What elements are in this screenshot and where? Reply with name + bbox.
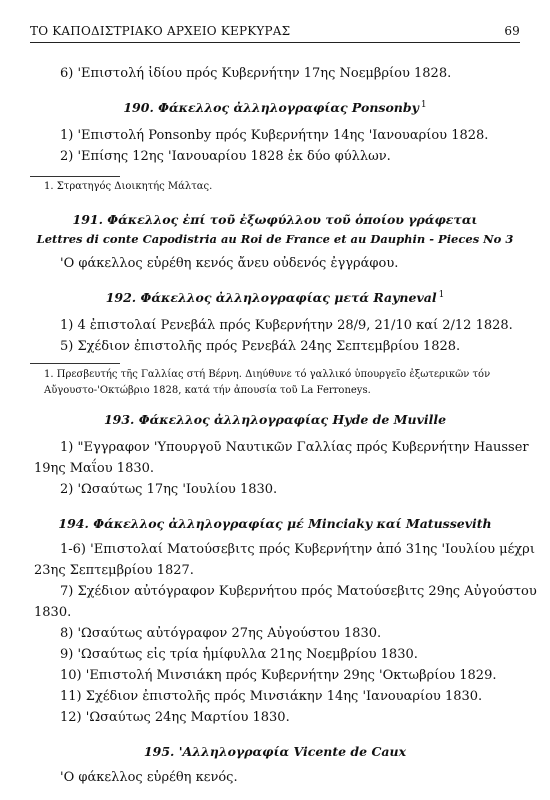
footnote-mark: 1 xyxy=(420,100,427,110)
footnote-rule xyxy=(30,176,120,177)
footnote-mark: 1 xyxy=(438,290,445,300)
entry-line: 1-6) 'Επιστολαί Ματούσεβιτς πρός Κυβερνήτην ἀπό 31ης 'Ιουλίου μέχρι xyxy=(60,542,535,557)
footnote: 1. Στρατηγός Διοικητής Μάλτας. xyxy=(44,181,213,192)
section-heading-195: 195. 'Αλληλογραφία Vicente de Caux xyxy=(143,744,407,759)
entry-line: 1) 'Επιστολή Ponsonby πρός Κυβερνήτην 14ης 'Ιανουαρίου 1828. xyxy=(60,128,489,143)
entry-line: 11) Σχέδιον ἐπιστολῆς πρός Μινσιάκην 14ης 'Ιανουαρίου 1830. xyxy=(60,689,483,704)
entry-line: 19ης Μαΐου 1830. xyxy=(34,461,155,476)
entry-line: 9) 'Ωσαύτως εἰς τρία ἡμίφυλλα 21ης Νοεμβρίου 1830. xyxy=(60,647,418,662)
entry-line: 2) 'Επίσης 12ης 'Ιανουαρίου 1828 ἐκ δύο φύλλων. xyxy=(60,149,391,164)
page-number: 69 xyxy=(504,24,520,38)
section-heading-190: 190. Φάκελλος ἀλληλογραφίας Ponsonby $^1$ xyxy=(123,100,427,116)
entry-line: 12) 'Ωσαύτως 24ης Μαρτίου 1830. xyxy=(60,710,290,725)
footnote: 1. Πρεσβευτής τῆς Γαλλίας στή Βέρνη. Διηύθυνε τό γαλλικό ὑπουργεῖο ἐξωτερικῶν τόν xyxy=(44,369,491,380)
section-heading-191: 191. Φάκελλος ἐπί τοῦ ἐξωφύλλου τοῦ ὁποίου γράφεται xyxy=(72,212,478,227)
entry-line: 8) 'Ωσαύτως αὐτόγραφον 27ης Αὐγούστου 1830. xyxy=(60,626,382,641)
footnote-rule xyxy=(30,363,120,364)
section-subheading-191: Lettres di conte Capodistria au Roi de France et au Dauphin - Pieces No 3 xyxy=(36,232,514,246)
entry-line: 23ης Σεπτεμβρίου 1827. xyxy=(34,563,194,578)
entry-line: 5) Σχέδιον ἐπιστολῆς πρός Ρενεβάλ 24ης Σεπτεμβρίου 1828. xyxy=(60,339,461,354)
entry-line: 1830. xyxy=(34,605,72,620)
entry-line: 'Ο φάκελλος εὑρέθη κενός. xyxy=(60,770,238,785)
entry-line: 6) 'Επιστολή ἰδίου πρός Κυβερνήτην 17ης Νοεμβρίου 1828. xyxy=(60,66,452,81)
header-title: ΤΟ ΚΑΠΟΔΙΣΤΡΙΑΚΟ ΑΡΧΕΙΟ ΚΕΡΚΥΡΑΣ xyxy=(30,24,291,38)
section-heading-192: 192. Φάκελλος ἀλληλογραφίας μετά Rayneval $^1$ xyxy=(105,290,445,306)
entry-line: 2) 'Ωσαύτως 17ης 'Ιουλίου 1830. xyxy=(60,482,278,497)
entry-line: 1) 4 ἐπιστολαί Ρενεβάλ πρός Κυβερνήτην 28/9, 21/10 καί 2/12 1828. xyxy=(60,318,513,333)
running-header xyxy=(30,24,520,43)
entry-line: 7) Σχέδιον αὐτόγραφον Κυβερνήτου πρός Ματούσεβιτς 29ης Αὐγούστου xyxy=(60,584,537,599)
entry-line: 10) 'Επιστολή Μινσιάκη πρός Κυβερνήτην 29ης 'Οκτωβρίου 1829. xyxy=(60,668,497,683)
section-heading-194: 194. Φάκελλος ἀλληλογραφίας μέ Minciaky καί Matussevith xyxy=(58,516,492,531)
footnote: Αὔγουστο-'Οκτώβριο 1828, κατά τήν ἀπουσία τοῦ La Ferroneys. xyxy=(44,385,371,396)
section-heading-193: 193. Φάκελλος ἀλληλογραφίας Hyde de Muville xyxy=(103,412,447,427)
entry-line: 'Ο φάκελλος εὑρέθη κενός ἄνευ οὐδενός ἐγγράφου. xyxy=(60,256,399,271)
entry-line: 1) "Εγγραφον 'Υπουργοῦ Ναυτικῶν Γαλλίας πρός Κυβερνήτην Hausser xyxy=(60,440,529,455)
